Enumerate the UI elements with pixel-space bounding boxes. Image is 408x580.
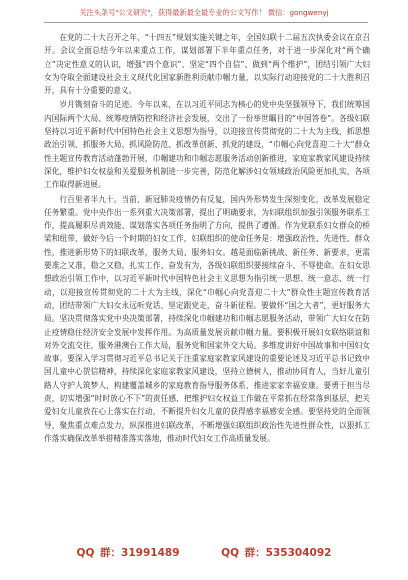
footer-qq-group-2: QQ 群：535304092 <box>221 547 332 559</box>
paragraph-3: 行百里者半九十。当前，新冠肺炎疫情仍有反复，国内外形势发生深刻变化，改革发展稳定任务繁重。党中央作出一系列重大决策部署，提出了明确要求，为妇联组织加强引领服务联系工作，提高履职尽责效能、谋划落实各项任务指明了方向，提供了遵循。作为党联系妇女群众的桥梁和纽带，做好今后一个时期的妇女工作，妇联组织的使命任务是：增强政治性、先进性、群众性，推进新形势下的妇联改革，服务大局、服务妇女。越是面临新挑战、新任务、新要求，更需要准之又准，稳之又稳，扎实工作、奋发有为，各级妇联组织要接续奋斗、不辱使命。在妇女思想政治引领工作中，以习近平新时代中国特色社会主义思想为指引统一思想、统一意志、统一行动，以迎接宣传贯彻党的二十大为主线，深化“巾帼心向党喜迎二十大”群众性主题宣传教育活动，团结带领广大妇女永远听党话、坚定跟党走，奋斗新征程。要做怀“国之大者”，更好服务大局。坚决贯彻落实党中央决策部署，持续深化巾帼建功和巾帼志愿服务活动，带领广大妇女在防止疫情稳住经济安全发展中发挥作用。为高质量发展贡献巾帼力量。要积极开展妇女联络联谊和对外交流交往，服务港澳台工作大局，服务党和国家外交大局。多维度讲好中国故事和中国妇女故事。要深入学习贯彻习近平总书记关于注重家庭家教家风建设的重要论述及习近平总书记致中国儿童中心贺信精神，持续深化家庭家教家风建设，坚持立德树人，推动协同育人，当好儿童引路人守护人筑梦人，构建覆盖城乡的家庭教育指导服务体系，推进家家幸福安康。要勇于担当尽责，切实增强“时时放心不下”的责任感，把维护妇女权益工作做在平常抓在经常落到基层，把关爱妇女儿童放在心上落实在行动，不断提升妇女儿童的获得感幸福感安全感。要坚持党的全面领导，聚焦重点难点发力，纵深推进妇联改革，不断增强妇联组织政治性先进性群众性，以狠抓工作落实确保改革举措精准落实落地，推动时代妇女工作高质量发展。 <box>44 194 370 443</box>
page-header-banner: 关注头条号"公文研究"，获得最新最全最专业的公文写作！ 微信：gongwenyj <box>79 8 329 17</box>
document-body <box>44 31 370 446</box>
paragraph-1: 在党的二十大召开之年，“十四五”规划实施关键之年，全国妇联十二届五次执委会议在京召开。会议全面总结今年以来重点工作，谋划部署下半年重点任务，对于进一步深化对“两个确立”决定性意义的认识，增强“四个意识”、坚定“四个自信”、做到“两个维护”，团结引领广大妇女为夺取全面建设社会主义现代化国家新胜利贡献巾帼力量，以实际行动迎接党的二十大胜利召开，具有十分重要的意义。 <box>44 33 370 96</box>
footer-qq-group-1: QQ 群：31991489 <box>76 547 180 559</box>
paragraph-2: 岁月镌刻奋斗的足迹。今年以来，在以习近平同志为核心的党中央坚强领导下，我们统筹国内国际两个大局、统筹疫情防控和经济社会发展，交出了一份举世瞩目的“中国答卷”。各级妇联坚持以习近平新时代中国特色社会主义思想为指导，以迎接宣传贯彻党的二十大为主线，抓思想政治引领、抓服务大局、抓风险防范、抓改革创新、抓党的建设，“巾帼心向党喜迎二十大”群众性主题宣传教育活动蓬勃开展，巾帼建功和巾帼志愿服务活动创新推进，家庭家教家风建设持续深化，维护妇女权益和关爱服务机制进一步完善，防范化解涉妇女领域政治风险更加扎实，各项工作取得新进展。 <box>44 100 370 190</box>
header-divider <box>44 22 368 23</box>
page-footer <box>0 545 408 560</box>
